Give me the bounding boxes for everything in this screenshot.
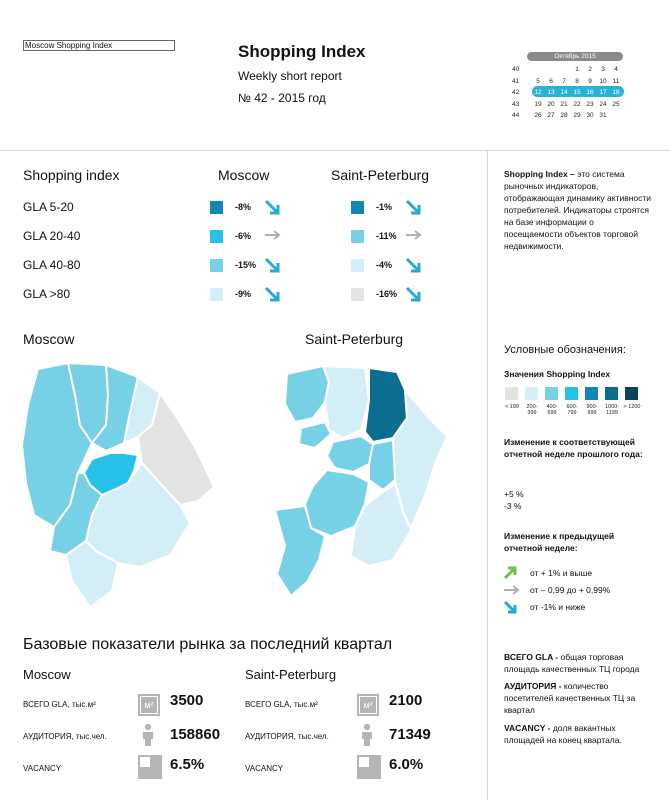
calendar-day: 19 (534, 100, 542, 108)
arrow-flat-icon (405, 228, 423, 246)
index-color-swatch (351, 259, 364, 272)
index-change-value: -8% (235, 202, 252, 212)
moscow-audience-label: АУДИТОРИЯ, тыс.чел. (23, 732, 107, 741)
moscow-vacancy-label: VACANCY (23, 764, 62, 773)
index-color-swatch (210, 201, 223, 214)
moscow-audience-value: 158860 (170, 726, 221, 743)
calendar-day: 10 (599, 77, 607, 85)
index-change-value: -16% (376, 289, 398, 299)
calendar-day: 24 (599, 100, 607, 108)
calendar-week-number: 41 (512, 77, 520, 85)
report-issue: № 42 - 2015 год (238, 91, 326, 105)
yoy-up: +5 % (504, 489, 524, 499)
spb-map (265, 360, 455, 618)
index-change-value: -1% (376, 202, 393, 212)
calendar-day: 23 (586, 100, 594, 108)
index-color-swatch (210, 230, 223, 243)
moscow-vacancy-value: 6.5% (170, 756, 205, 773)
legend-swatch (505, 387, 518, 400)
audience-text: количество посетителей качественных ТЦ за квартал (504, 681, 636, 715)
area-m2-icon (357, 694, 379, 716)
index-description-text: это система рыночных индикаторов, отображающая динамику активности потребителей. Индикаторы строятся на базе информации о посещаемости объектов торговой недвижимости. (504, 169, 652, 251)
legend-swatch (625, 387, 638, 400)
arrow-down-icon (264, 286, 282, 304)
arrow-flat-icon (264, 228, 282, 246)
audience-term: АУДИТОРИЯ - (504, 681, 562, 691)
legend-swatch (525, 387, 538, 400)
legend-subtitle: Значения Shopping Index (504, 369, 611, 379)
calendar-day: 27 (547, 112, 555, 119)
spb-vacancy-value: 6.0% (389, 756, 424, 773)
calendar-day: 20 (547, 100, 555, 108)
spb-audience-label: АУДИТОРИЯ, тыс.чел. (245, 732, 329, 741)
arrow-flat-icon (503, 584, 521, 596)
legend-title: Условные обозначения: (504, 344, 626, 356)
calendar-day: 7 (562, 77, 566, 85)
gla-text: общая торговая площадь качественных ТЦ города (504, 652, 640, 674)
person-icon (141, 723, 155, 747)
base-city-moscow: Moscow (23, 667, 71, 682)
legend-swatch (585, 387, 598, 400)
arrow-down-icon (405, 286, 423, 304)
calendar-day: 26 (534, 112, 542, 119)
moscow-map (20, 355, 220, 617)
calendar-week-number: 40 (512, 66, 520, 73)
calendar-day: 9 (588, 77, 592, 85)
gla-definition (504, 651, 654, 675)
index-change-value: -6% (235, 231, 252, 241)
gla-term: ВСЕГО GLA - (504, 652, 559, 662)
wow-down-label: от -1% и ниже (530, 602, 586, 612)
audience-definition (504, 680, 654, 716)
base-city-spb: Saint-Peterburg (245, 667, 337, 682)
legend-swatch (545, 387, 558, 400)
calendar-week-number: 43 (512, 100, 520, 108)
moscow-gla-label: ВСЕГО GLA, тыс.м² (23, 700, 96, 709)
calendar-day: 11 (612, 77, 620, 85)
moscow-gla-value: 3500 (170, 692, 204, 709)
calendar-day: 17 (599, 89, 607, 96)
calendar-day: 2 (588, 66, 592, 73)
report-title: Shopping Index (238, 42, 366, 61)
vacancy-term: VACANCY - (504, 723, 551, 733)
calendar-day: 6 (549, 77, 553, 85)
calendar-day: 21 (560, 100, 568, 108)
index-col-label: Shopping index (23, 167, 120, 183)
calendar-day: 3 (601, 66, 605, 73)
legend-label: 600-799 (566, 404, 578, 416)
base-indicators-title: Базовые показатели рынка за последний квартал (23, 636, 393, 653)
legend-swatch (565, 387, 578, 400)
calendar-week-number: 44 (512, 112, 520, 119)
area-m2-icon (138, 694, 160, 716)
index-color-swatch (210, 288, 223, 301)
index-color-swatch (351, 230, 364, 243)
calendar-day: 29 (573, 112, 581, 119)
calendar-day: 4 (614, 66, 618, 73)
legend-label: 900-999 (586, 404, 598, 416)
legend-swatch (605, 387, 618, 400)
calendar-day: 28 (560, 112, 568, 119)
vacancy-definition (504, 722, 654, 746)
calendar-day: 25 (612, 100, 620, 108)
legend-label: 1000-1199 (604, 404, 620, 416)
index-change-value: -9% (235, 289, 252, 299)
calendar-day: 31 (599, 112, 607, 119)
index-color-swatch (351, 288, 364, 301)
legend-label: 400-599 (546, 404, 558, 416)
wow-title: Изменение к предыдущей отчетной неделе: (504, 531, 615, 553)
calendar-day: 15 (573, 89, 581, 96)
arrow-down-icon (264, 199, 282, 217)
map-title-spb: Saint-Peterburg (305, 331, 404, 347)
calendar-day: 12 (534, 89, 542, 96)
arrow-down-icon (503, 600, 519, 614)
vacancy-icon (138, 755, 162, 779)
vacancy-text: доля вакантных площадей на конец квартала. (504, 723, 622, 745)
spb-audience-value: 71349 (389, 726, 431, 743)
wow-up-label: от + 1% и выше (530, 568, 593, 578)
calendar-day: 22 (573, 100, 581, 108)
divider (487, 150, 488, 800)
calendar-day: 5 (536, 77, 540, 85)
map-title-moscow: Moscow (23, 331, 75, 347)
index-row-label: GLA 5-20 (23, 200, 74, 214)
spb-gla-label: ВСЕГО GLA, тыс.м² (245, 700, 318, 709)
index-description-term: Shopping Index – (504, 169, 575, 179)
yoy-title: Изменение к соответствующей отчетной неделе прошлого года: (504, 437, 643, 459)
report-subtitle: Weekly short report (238, 69, 342, 83)
wow-flat-label: от – 0,99 до + 0,99% (530, 585, 611, 595)
spb-gla-value: 2100 (389, 692, 423, 709)
index-row-label: GLA 20-40 (23, 229, 81, 243)
calendar-day: 14 (560, 89, 568, 96)
calendar-day: 8 (575, 77, 579, 85)
index-row-label: GLA 40-80 (23, 258, 81, 272)
spb-vacancy-label: VACANCY (245, 764, 284, 773)
index-col-spb: Saint-Peterburg (331, 167, 430, 183)
index-col-moscow: Moscow (218, 167, 270, 183)
index-row-label: GLA >80 (23, 287, 71, 301)
index-color-swatch (210, 259, 223, 272)
vacancy-icon (357, 755, 381, 779)
arrow-down-icon (264, 257, 282, 275)
calendar-day: 13 (547, 89, 555, 96)
index-change-value: -4% (376, 260, 393, 270)
index-change-value: -11% (376, 231, 397, 241)
arrow-up-icon (503, 566, 519, 580)
calendar-week-number: 42 (512, 89, 520, 96)
index-change-value: -15% (235, 260, 257, 270)
arrow-down-icon (405, 257, 423, 275)
calendar-day: 1 (575, 66, 579, 73)
yoy-down: -3 % (504, 501, 522, 511)
calendar-day: 18 (612, 89, 620, 96)
divider (0, 150, 670, 151)
calendar-month: Октябрь 2015 (527, 52, 623, 61)
report-name-box: Moscow Shopping Index (23, 40, 175, 51)
calendar-day: 16 (586, 89, 594, 96)
index-description (504, 168, 654, 252)
index-color-swatch (351, 201, 364, 214)
legend-label: 200-399 (526, 404, 538, 416)
legend-label: < 199 (505, 404, 519, 410)
area-m2-icon-text: м² (359, 696, 377, 714)
calendar-day: 30 (586, 112, 594, 119)
arrow-down-icon (405, 199, 423, 217)
person-icon (360, 723, 374, 747)
legend-label: > 1200 (623, 404, 641, 410)
area-m2-icon-text: м² (140, 696, 158, 714)
